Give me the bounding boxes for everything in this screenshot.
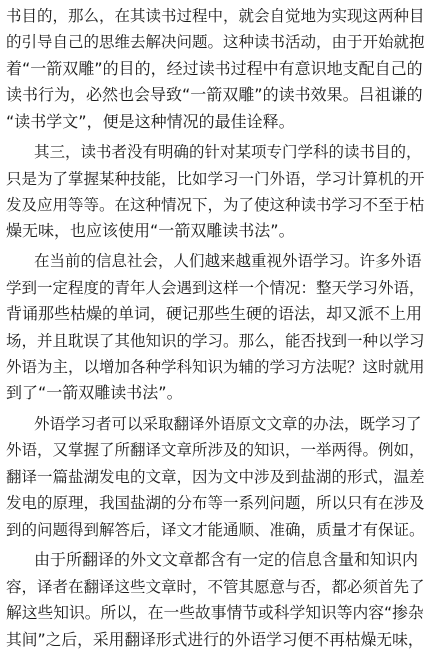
text-line-2: 的引导自己的思维去解决问题。这种读书活动，由于开始就抱 bbox=[6, 33, 425, 51]
text-line-1: 书目的，那么，在其读书过程中，就会自觉地为实现这两种目 bbox=[6, 7, 425, 25]
text-line-17: 外语，又掌握了所翻译文章所涉及的知识，一举两得。例如， bbox=[6, 441, 425, 459]
text-line-4: 读书行为，必然也会导致“一箭双雕”的读书效果。吕祖谦的 bbox=[6, 85, 423, 104]
text-line-16: 外语学习者可以采取翻译外语原文文章的办法，既学习了 bbox=[34, 415, 422, 433]
text-line-14: 外语为主，以增加各种学科知识为辅的学习方法呢？这时就用 bbox=[6, 358, 425, 376]
text-line-24: 其间”之后，采用翻译形式进行的外语学习便不再枯燥无味， bbox=[6, 630, 424, 649]
text-line-18: 翻译一篇盐湖发电的文章，因为文中涉及到盐湖的形式，温差 bbox=[6, 468, 425, 486]
text-line-3: 着“一箭双雕”的目的，经过读书过程中有意识地支配自己的 bbox=[6, 59, 423, 78]
text-line-19: 发电的原理，我国盐湖的分布等一系列问题，所以只有在涉及 bbox=[6, 494, 425, 512]
text-line-15: 到了“一箭双雕读书法”。 bbox=[6, 383, 183, 402]
text-line-23: 解这些知识。所以，在一些故事情节或科学知识等内容“掺杂 bbox=[6, 603, 424, 622]
text-line-9: 燥无味，也应该使用“一箭双雕读书法”。 bbox=[6, 221, 295, 240]
text-line-21: 由于所翻译的外文文章都含有一定的信息含量和知识内 bbox=[34, 550, 419, 569]
text-line-11: 学到一定程度的青年人会遇到这样一个情况：整天学习外语， bbox=[6, 279, 425, 297]
text-line-12: 背诵那些枯燥的单词，硬记那些生硬的语法，却又派不上用 bbox=[6, 304, 423, 323]
text-line-10: 在当前的信息社会，人们越来越重视外语学习。许多外语 bbox=[34, 252, 422, 270]
text-line-8: 发及应用等等。在这种情况下，为了使这种读书学习不至于枯 bbox=[6, 196, 425, 214]
text-line-13: 场，并且耽误了其他知识的学习。那么，能否找到一种以学习 bbox=[6, 332, 425, 350]
text-line-7: 只是为了掌握某种技能，比如学习一门外语，学习计算机的开 bbox=[6, 170, 425, 188]
text-line-22: 容，译者在翻译这些文章时，不管其愿意与否，都必须首先了 bbox=[6, 578, 425, 596]
text-line-6: 其三，读书者没有明确的针对某项专门学科的读书目的， bbox=[34, 143, 422, 161]
text-line-5: “读书学文”，便是这种情况的最佳诠释。 bbox=[6, 112, 295, 131]
text-line-20: 到的问题得到解答后，译文才能通顺、准确，质量才有保证。 bbox=[6, 521, 425, 539]
